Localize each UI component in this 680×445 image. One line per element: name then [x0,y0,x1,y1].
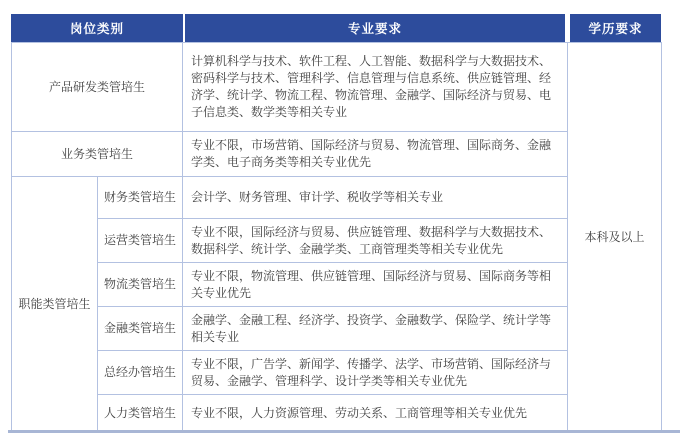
majors-operations: 专业不限，国际经济与贸易、供应链管理、数据科学与大数据技术、数据科学、统计学、金融学类、工商管理类等相关专业优先 [183,219,568,263]
header-position-category: 岗位类别 [11,14,183,42]
majors-gm-office: 专业不限，广告学、新闻学、传播学、法学、市场营销、国际经济与贸易、金融学、管理科学、设计学类等相关专业优先 [183,351,568,395]
table-row [12,219,662,263]
table-row [12,132,662,177]
majors-finance-accounting: 会计学、财务管理、审计学、税收学等相关专业 [183,177,568,219]
table-row [12,177,662,219]
table-bottom-border [8,430,680,433]
category-product-rd: 产品研发类管培生 [12,43,183,132]
category-business: 业务类管培生 [12,132,183,177]
subcategory-finance-accounting: 财务类管培生 [98,177,183,219]
table-row [12,307,662,351]
table-row [12,43,662,132]
header-education-requirements: 学历要求 [570,14,661,42]
majors-business: 专业不限，市场营销、国际经济与贸易、物流管理、国际商务、金融学类、电子商务类等相关专业优先 [183,132,568,177]
category-functional: 职能类管培生 [12,177,98,433]
subcategory-human-resources: 人力类管培生 [98,395,183,433]
subcategory-gm-office: 总经办管培生 [98,351,183,395]
majors-human-resources: 专业不限，人力资源管理、劳动关系、工商管理等相关专业优先 [183,395,568,433]
table-row [12,395,662,433]
majors-product-rd: 计算机科学与技术、软件工程、人工智能、数据科学与大数据技术、密码科学与技术、管理科学、信息管理与信息系统、供应链管理、经济学、统计学、物流工程、物流管理、金融学、国际经济与贸易、电子信息类、数学类等相关专业 [183,43,568,132]
education-requirement-cell: 本科及以上 [568,43,662,433]
majors-logistics: 专业不限，物流管理、供应链管理、国际经济与贸易、国际商务等相关专业优先 [183,263,568,307]
subcategory-financial: 金融类管培生 [98,307,183,351]
subcategory-operations: 运营类管培生 [98,219,183,263]
subcategory-logistics: 物流类管培生 [98,263,183,307]
header-major-requirements: 专业要求 [185,14,565,42]
requirements-table [11,42,662,433]
majors-financial: 金融学、金融工程、经济学、投资学、金融数学、保险学、统计学等相关专业 [183,307,568,351]
table-row [12,263,662,307]
table-row [12,351,662,395]
